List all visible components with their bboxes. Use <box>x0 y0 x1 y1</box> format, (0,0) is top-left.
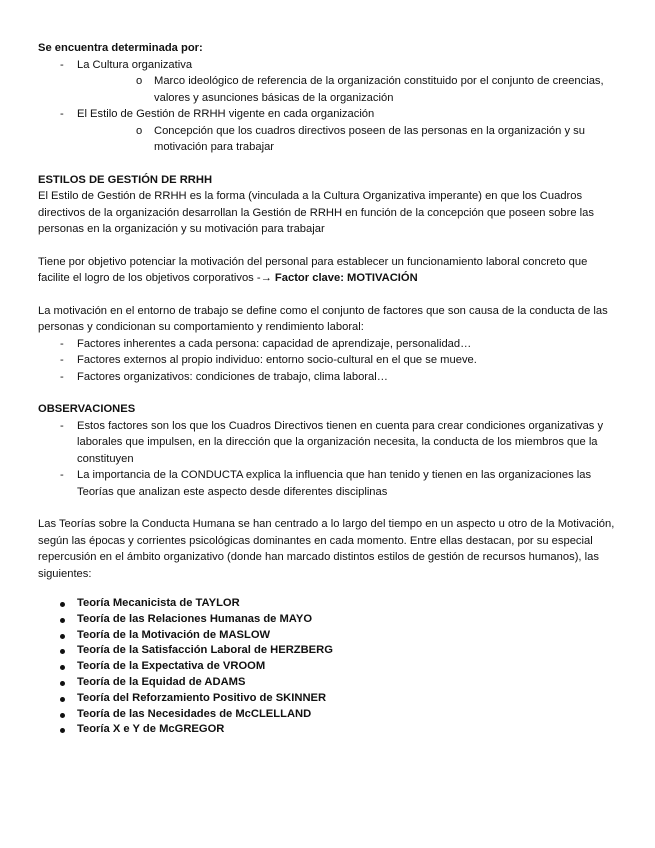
objetivo-paragraph <box>38 254 620 287</box>
estilos-paragraph: El Estilo de Gestión de RRHH es la forma (vinculada a la Cultura Organizativa imperante) en que los Cuadros directivos de la organización desarrollan la Gestión de RRHH en función de la concepción que poseen sobre las personas en la organización y su motivación para trabajar <box>38 190 594 235</box>
list-item: - Factores externos al propio individuo: entorno socio-cultural en el que se mueve. <box>38 352 620 369</box>
list-item: Teoría de la Satisfacción Laboral de HERZBERG <box>38 643 620 659</box>
intro-subitem: o Concepción que los cuadros directivos poseen de las personas en la organización y su motivación para trabajar <box>77 123 620 156</box>
intro-sublist <box>77 123 620 156</box>
spacer <box>38 500 620 516</box>
intro-item-label: El Estilo de Gestión de RRHH vigente en cada organización <box>77 108 375 120</box>
spacer <box>38 385 620 401</box>
intro-list <box>38 57 620 156</box>
factor-clave: Factor clave: MOTIVACIÓN <box>274 272 418 284</box>
spacer <box>38 287 620 303</box>
observaciones-heading: OBSERVACIONES <box>38 403 136 415</box>
list-item: Teoría X e Y de McGREGOR <box>38 722 620 738</box>
list-item: Teoría de la Equidad de ADAMS <box>38 675 620 691</box>
spacer <box>38 156 620 172</box>
list-item: - Estos factores son los que los Cuadros Directivos tienen en cuenta para crear condiciones organizativas y laborales que impulsen, en la dirección que la organización necesita, la conducta de los miembros que la constituyen <box>38 418 620 468</box>
intro-sublist <box>77 73 620 106</box>
list-item: Teoría del Reforzamiento Positivo de SKINNER <box>38 691 620 707</box>
document-content <box>38 40 620 738</box>
list-item: - Factores inherentes a cada persona: capacidad de aprendizaje, personalidad… <box>38 336 620 353</box>
motivacion-paragraph: La motivación en el entorno de trabajo se define como el conjunto de factores que son causa de la conducta de las personas y condicionan su comportamiento y rendimiento laboral: <box>38 304 608 333</box>
list-item: - Factores organizativos: condiciones de trabajo, clima laboral… <box>38 369 620 386</box>
objetivo-text: Tiene por objetivo potenciar la motivación del personal para establecer un funcionamiento laboral concreto que facilite el logro de los objetivos corporativos -→ <box>38 255 588 284</box>
list-item: Teoría de la Expectativa de VROOM <box>38 659 620 675</box>
factores-list <box>38 336 620 386</box>
intro-item-estilo <box>38 106 620 156</box>
list-item: Teoría de las Necesidades de McCLELLAND <box>38 707 620 723</box>
list-item: - La importancia de la CONDUCTA explica la influencia que han tenido y tienen en las organizaciones las Teorías que analizan este aspecto desde diferentes disciplinas <box>38 467 620 500</box>
intro-item-cultura <box>38 57 620 107</box>
intro-heading: Se encuentra determinada por: <box>38 42 203 54</box>
spacer <box>38 238 620 254</box>
intro-item-label: La Cultura organizativa <box>77 58 193 71</box>
estilos-heading: ESTILOS DE GESTIÓN DE RRHH <box>38 173 213 186</box>
teorias-list <box>38 596 620 738</box>
observaciones-list <box>38 418 620 501</box>
list-item: Teoría de la Motivación de MASLOW <box>38 628 620 644</box>
list-item: Teoría de las Relaciones Humanas de MAYO <box>38 612 620 628</box>
list-item: Teoría Mecanicista de TAYLOR <box>38 596 620 612</box>
intro-subitem: o Marco ideológico de referencia de la organización constituido por el conjunto de creencias, valores y asunciones básicas de la organización <box>77 73 620 106</box>
teorias-paragraph: Las Teorías sobre la Conducta Humana se han centrado a lo largo del tiempo en un aspecto u otro de la Motivación, según las épocas y corrientes psicológicas dominantes en cada momento. Entre ellas destacan, por su especial repercusión en el ámbito organizativo (donde han marcado distintos estilos de gestión de recursos humanos), las siguientes: <box>38 518 615 580</box>
